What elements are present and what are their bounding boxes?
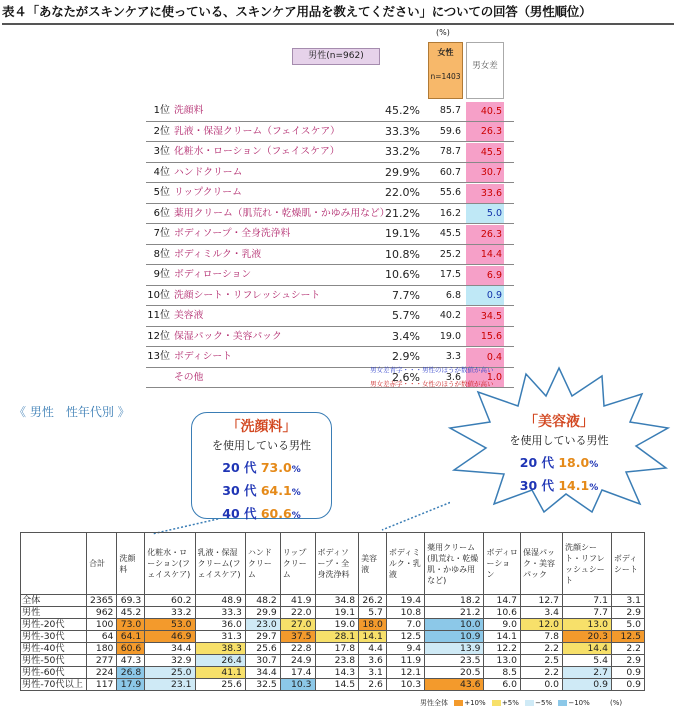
male-column-header: 男性(n=962) — [292, 48, 380, 65]
legend-plus10: +10% — [464, 699, 486, 707]
callout-unit: % — [589, 460, 599, 470]
diff-column-header: 男女差 — [466, 42, 504, 99]
callout-line — [192, 504, 331, 522]
table-row — [21, 643, 645, 655]
table-cell: 13.0 — [484, 655, 520, 667]
table-cell: 8.5 — [484, 667, 520, 679]
table-cell: 10.6 — [484, 607, 520, 619]
table-cell: 10.0 — [425, 619, 484, 631]
rank-item: リップクリーム — [174, 187, 242, 198]
diff-value: 26.3 — [466, 122, 504, 141]
female-value: 6.8 — [445, 289, 461, 301]
diff-value: 0.4 — [466, 348, 504, 367]
callout-unit: % — [291, 511, 301, 521]
callout-line — [192, 481, 331, 499]
table-cell: 2.2 — [611, 643, 644, 655]
table-cell: 36.0 — [195, 619, 245, 631]
table-row — [21, 619, 645, 631]
table-cell: 2.6 — [359, 679, 387, 691]
rank-item: その他 — [174, 371, 204, 383]
legend-minus10: −10% — [568, 699, 590, 707]
table-cell: 34.4 — [145, 643, 195, 655]
table-cell: 14.7 — [484, 595, 520, 607]
table-cell: 0.0 — [520, 679, 562, 691]
ranking-row — [146, 101, 514, 122]
callout-serum — [446, 408, 672, 494]
legend-swatch-plus5 — [492, 700, 501, 706]
table-cell: 41.1 — [195, 667, 245, 679]
table-row — [21, 607, 645, 619]
ranking-row — [146, 224, 514, 245]
table-cell: 3.4 — [520, 607, 562, 619]
column-header: リップクリーム — [280, 533, 315, 595]
table-cell: 0.9 — [611, 679, 644, 691]
table-cell: 64 — [87, 631, 117, 643]
callout-age: 20 代 — [222, 460, 257, 475]
table-cell: 12.0 — [520, 619, 562, 631]
rank-item: 美容液 — [174, 310, 204, 321]
table-cell: 7.8 — [520, 631, 562, 643]
callout-unit: % — [291, 465, 301, 475]
table-cell: 24.9 — [280, 655, 315, 667]
table-cell: 33.3 — [195, 607, 245, 619]
table-cell: 2365 — [87, 595, 117, 607]
table-cell: 14.3 — [315, 667, 359, 679]
rank-number: 3位 — [153, 146, 170, 157]
table-cell: 12.5 — [386, 631, 424, 643]
rank-item: 洗顔料 — [174, 105, 204, 116]
rank-item: ボディミルク・乳液 — [174, 248, 262, 260]
table-cell: 34.4 — [245, 667, 280, 679]
male-value: 5.7% — [392, 309, 420, 322]
male-value: 19.1% — [385, 227, 420, 240]
table-cell: 11.9 — [386, 655, 424, 667]
callout-age: 40 代 — [222, 506, 257, 521]
table-cell: 10.3 — [386, 679, 424, 691]
table-cell: 117 — [87, 679, 117, 691]
table-cell: 9.0 — [484, 619, 520, 631]
table-cell: 18.2 — [425, 595, 484, 607]
rank-item: 化粧水・ローション（フェイスケア） — [174, 146, 340, 157]
callout-unit: % — [589, 483, 599, 493]
row-label: 男性-40代 — [21, 643, 87, 655]
table-cell: 5.7 — [359, 607, 387, 619]
ranking-row — [146, 245, 514, 266]
table-cell: 19.1 — [315, 607, 359, 619]
table-cell: 45.2 — [117, 607, 145, 619]
table-cell: 48.2 — [245, 595, 280, 607]
table-cell: 27.0 — [280, 619, 315, 631]
table-cell: 2.2 — [520, 667, 562, 679]
table-row — [21, 679, 645, 691]
table-cell: 12.7 — [520, 595, 562, 607]
ranking-table — [146, 28, 514, 388]
diff-value: 26.3 — [466, 225, 504, 244]
female-n: n=1403 — [430, 72, 461, 81]
table-cell: 41.9 — [280, 595, 315, 607]
column-header: 合計 — [87, 533, 117, 595]
legend-unit: (%) — [610, 699, 623, 707]
table-cell: 277 — [87, 655, 117, 667]
table-cell: 14.5 — [315, 679, 359, 691]
callout-face-wash — [191, 412, 332, 519]
table-cell: 0.9 — [611, 667, 644, 679]
table-cell: 3.1 — [611, 595, 644, 607]
table-cell: 5.4 — [562, 655, 611, 667]
table-cell: 46.9 — [145, 631, 195, 643]
callout-serum-subtitle: を使用している男性 — [509, 434, 609, 447]
male-value: 7.7% — [392, 288, 420, 302]
table-cell: 64.1 — [117, 631, 145, 643]
rank-item: 乳液・保湿クリーム（フェイスケア） — [174, 125, 340, 137]
rank-item: ボディソープ・全身洗浄料 — [174, 228, 291, 239]
male-value: 21.2% — [385, 206, 420, 220]
table-cell: 12.1 — [386, 667, 424, 679]
callout-value: 64.1 — [260, 483, 292, 498]
table-cell: 100 — [87, 619, 117, 631]
table-cell: 7.7 — [562, 607, 611, 619]
table-cell: 17.4 — [280, 667, 315, 679]
table-cell: 30.7 — [245, 655, 280, 667]
female-value: 25.2 — [439, 248, 461, 260]
rank-number: 12位 — [147, 330, 170, 342]
table-cell: 53.0 — [145, 619, 195, 631]
table-cell: 14.4 — [562, 643, 611, 655]
table-cell: 29.9 — [245, 607, 280, 619]
table-cell: 962 — [87, 607, 117, 619]
table-cell: 10.8 — [386, 607, 424, 619]
legend-prefix: 男性全体 — [420, 699, 448, 707]
table-cell: 60.2 — [145, 595, 195, 607]
male-value: 2.9% — [392, 350, 420, 363]
table-cell: 69.3 — [117, 595, 145, 607]
table-cell: 6.0 — [484, 679, 520, 691]
rank-item: ボディローション — [174, 269, 252, 280]
percent-unit: (%) — [436, 28, 450, 37]
callout-serum-title: 「美容液」 — [524, 414, 594, 430]
ranking-row — [146, 204, 514, 225]
legend-minus5: −5% — [535, 699, 553, 707]
rank-number: 7位 — [153, 228, 170, 239]
legend-swatch-minus5 — [525, 700, 534, 706]
male-value: 3.4% — [392, 329, 420, 343]
table-cell: 10.9 — [425, 631, 484, 643]
note-red: 男女差赤字・・・女性のほうが数値が高い — [370, 380, 494, 388]
male-value: 22.0% — [385, 186, 420, 199]
rank-number: 11位 — [147, 310, 170, 321]
male-value: 2.6% — [392, 370, 420, 384]
female-value: 59.6 — [439, 125, 461, 137]
diff-value: 6.9 — [466, 266, 504, 285]
rank-item: ハンドクリーム — [174, 166, 243, 178]
ranking-row — [146, 306, 514, 327]
female-value: 45.5 — [439, 228, 461, 239]
table-cell: 31.3 — [195, 631, 245, 643]
table-cell: 10.3 — [280, 679, 315, 691]
table-cell: 2.2 — [520, 643, 562, 655]
female-value: 55.6 — [439, 187, 461, 198]
table-cell: 17.9 — [117, 679, 145, 691]
table-cell: 28.1 — [315, 631, 359, 643]
table-cell: 32.5 — [245, 679, 280, 691]
table-row — [21, 655, 645, 667]
callout-line — [446, 476, 672, 494]
callout-value: 18.0 — [558, 455, 590, 470]
table-cell: 2.9 — [611, 607, 644, 619]
row-label: 男性-70代以上 — [21, 679, 87, 691]
row-label: 男性-60代 — [21, 667, 87, 679]
table-cell: 73.0 — [117, 619, 145, 631]
table-cell: 43.6 — [425, 679, 484, 691]
female-column-header — [428, 42, 463, 99]
callout-value: 73.0 — [260, 460, 292, 475]
female-value: 3.6 — [445, 371, 461, 383]
table-cell: 2.5 — [520, 655, 562, 667]
table-cell: 7.1 — [562, 595, 611, 607]
row-label: 男性-30代 — [21, 631, 87, 643]
row-label: 男性-50代 — [21, 655, 87, 667]
column-header: ボディソープ・全身洗浄料 — [315, 533, 359, 595]
female-value: 19.0 — [439, 330, 461, 342]
column-header: 保湿パック・美容パック — [520, 533, 562, 595]
table-cell: 25.6 — [245, 643, 280, 655]
table-cell: 2.7 — [562, 667, 611, 679]
rank-item: 洗顔シート・リフレッシュシート — [174, 289, 321, 301]
table-cell: 47.3 — [117, 655, 145, 667]
ranking-rows — [146, 101, 514, 388]
rank-number: 5位 — [153, 187, 170, 198]
column-header: 美容液 — [359, 533, 387, 595]
table-row — [21, 631, 645, 643]
callout-face-wash-subtitle: を使用している男性 — [212, 439, 311, 452]
callout-line — [192, 458, 331, 476]
table-cell: 20.3 — [562, 631, 611, 643]
ranking-row — [146, 265, 514, 286]
callout-age: 30 代 — [222, 483, 257, 498]
table-cell: 0.9 — [562, 679, 611, 691]
column-header: ボディシート — [611, 533, 644, 595]
table-cell: 48.9 — [195, 595, 245, 607]
diff-value: 34.5 — [466, 307, 504, 326]
table-cell: 26.4 — [195, 655, 245, 667]
ranking-header — [146, 28, 514, 101]
table-cell: 23.8 — [315, 655, 359, 667]
column-header: 洗顔シート・リフレッシュシート — [562, 533, 611, 595]
table-cell: 14.1 — [359, 631, 387, 643]
callout-age: 20 代 — [519, 455, 554, 470]
female-value: 40.2 — [439, 310, 461, 321]
table-cell: 32.9 — [145, 655, 195, 667]
table-cell: 23.1 — [145, 679, 195, 691]
rank-number: 4位 — [153, 166, 170, 178]
ranking-row — [146, 327, 514, 348]
table-cell: 5.0 — [611, 619, 644, 631]
table-cell: 4.4 — [359, 643, 387, 655]
right-callout-pointer — [382, 500, 450, 530]
table-cell: 38.3 — [195, 643, 245, 655]
table-cell: 3.6 — [359, 655, 387, 667]
table-cell: 29.7 — [245, 631, 280, 643]
female-label: 女性 — [437, 48, 454, 57]
table-cell: 22.8 — [280, 643, 315, 655]
page-title: 表４「あなたがスキンケアに使っている、スキンケア用品を教えてください」についての回答（男性順位） — [2, 2, 674, 25]
column-header: ボディミルク・乳液 — [386, 533, 424, 595]
table-cell: 26.8 — [117, 667, 145, 679]
table-cell: 25.6 — [195, 679, 245, 691]
table-legend — [420, 698, 622, 708]
callout-age: 30 代 — [519, 478, 554, 493]
male-value: 10.8% — [385, 247, 420, 261]
rank-number: 1位 — [153, 105, 170, 116]
callout-value: 14.1 — [558, 478, 590, 493]
table-row — [21, 667, 645, 679]
table-cell: 22.0 — [280, 607, 315, 619]
table-cell: 17.8 — [315, 643, 359, 655]
female-value: 85.7 — [439, 105, 461, 116]
diff-value: 40.5 — [466, 102, 504, 121]
table-cell: 14.1 — [484, 631, 520, 643]
legend-swatch-minus10 — [558, 700, 567, 706]
rank-number: 2位 — [153, 125, 170, 137]
diff-value: 45.5 — [466, 143, 504, 162]
table-cell: 13.0 — [562, 619, 611, 631]
table-cell: 19.0 — [315, 619, 359, 631]
callout-serum-lines — [446, 453, 672, 494]
table-header-row — [21, 533, 645, 595]
corner-header — [21, 533, 87, 595]
diff-value: 30.7 — [466, 163, 504, 182]
rank-number: 6位 — [153, 207, 170, 219]
column-header: ハンドクリーム — [245, 533, 280, 595]
table-cell: 34.8 — [315, 595, 359, 607]
age-breakdown-table — [20, 532, 645, 691]
male-value: 33.3% — [385, 124, 420, 138]
female-value: 3.3 — [445, 351, 461, 362]
rank-item: ボディシート — [174, 351, 232, 362]
row-label: 男性-20代 — [21, 619, 87, 631]
rank-item: 保湿パック・美容パック — [174, 330, 282, 342]
callout-unit: % — [291, 488, 301, 498]
table-cell: 224 — [87, 667, 117, 679]
rank-number: 9位 — [153, 269, 170, 280]
table-cell: 60.6 — [117, 643, 145, 655]
ranking-row — [146, 122, 514, 143]
table-cell: 26.2 — [359, 595, 387, 607]
male-value: 10.6% — [385, 268, 420, 281]
table-cell: 21.2 — [425, 607, 484, 619]
column-header: 乳液・保湿クリーム(フェイスケア) — [195, 533, 245, 595]
table-cell: 20.5 — [425, 667, 484, 679]
note-blue: 男女差青字・・・男性のほうが数値が高い — [370, 366, 494, 374]
table-body — [21, 595, 645, 691]
rank-item: 薬用クリーム（肌荒れ・乾燥肌・かゆみ用など） — [174, 207, 390, 219]
table-cell: 25.0 — [145, 667, 195, 679]
female-value: 78.7 — [439, 146, 461, 157]
male-value: 29.9% — [385, 165, 420, 179]
ranking-row — [146, 142, 514, 163]
rank-number: 8位 — [153, 248, 170, 260]
table-row — [21, 595, 645, 607]
diff-value: 5.0 — [466, 204, 504, 223]
table-cell: 12.2 — [484, 643, 520, 655]
female-value: 16.2 — [439, 207, 461, 219]
column-header: 洗顔料 — [117, 533, 145, 595]
table-cell: 19.4 — [386, 595, 424, 607]
table-cell: 33.2 — [145, 607, 195, 619]
callout-value: 60.6 — [260, 506, 292, 521]
legend-swatch-plus10 — [454, 700, 463, 706]
callout-face-wash-lines — [192, 458, 331, 522]
diff-value: 0.9 — [466, 286, 504, 305]
rank-number: 13位 — [147, 351, 170, 362]
column-header: 薬用クリーム(肌荒れ・乾燥肌・かゆみ用など) — [425, 533, 484, 595]
table-cell: 3.1 — [359, 667, 387, 679]
table-cell: 2.9 — [611, 655, 644, 667]
table-cell: 37.5 — [280, 631, 315, 643]
table-cell: 23.5 — [425, 655, 484, 667]
diff-value: 1.0 — [466, 368, 504, 387]
diff-value: 15.6 — [466, 327, 504, 346]
table-cell: 7.0 — [386, 619, 424, 631]
legend-plus5: +5% — [501, 699, 519, 707]
table-cell: 18.0 — [359, 619, 387, 631]
diff-value: 33.6 — [466, 184, 504, 203]
ranking-row — [146, 183, 514, 204]
female-value: 60.7 — [439, 166, 461, 178]
table-cell: 12.5 — [611, 631, 644, 643]
section-title: 《 男性 性年代別 》 — [14, 405, 130, 419]
callout-line — [446, 453, 672, 471]
column-header: ボディローション — [484, 533, 520, 595]
female-value: 17.5 — [439, 269, 461, 280]
table-cell: 180 — [87, 643, 117, 655]
row-label: 全体 — [21, 595, 87, 607]
callout-face-wash-title: 「洗顔料」 — [226, 419, 297, 435]
table-cell: 9.4 — [386, 643, 424, 655]
table-cell: 13.9 — [425, 643, 484, 655]
male-value: 45.2% — [385, 104, 420, 117]
column-header: 化粧水・ローション(フェイスケア) — [145, 533, 195, 595]
row-label: 男性 — [21, 607, 87, 619]
ranking-row — [146, 286, 514, 307]
table-cell: 23.0 — [245, 619, 280, 631]
ranking-row — [146, 163, 514, 184]
rank-number: 10位 — [147, 289, 170, 301]
male-value: 33.2% — [385, 145, 420, 158]
diff-value: 14.4 — [466, 245, 504, 264]
